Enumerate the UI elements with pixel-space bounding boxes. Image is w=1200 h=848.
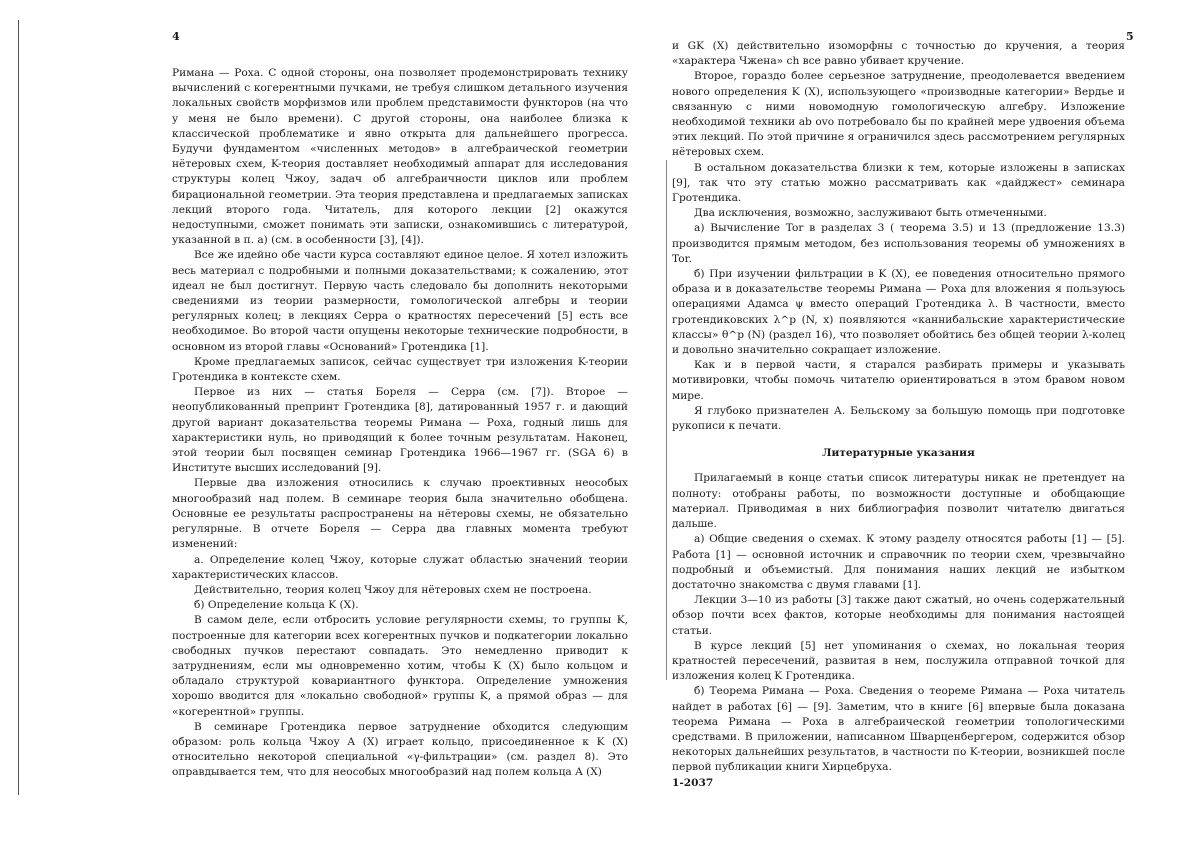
right-margin-rule: [666, 160, 667, 680]
right-page: [660, 0, 1200, 848]
paragraph: Я глубоко признателен А. Бельскому за большую помощь при подготовке рукописи к печати.: [672, 404, 1125, 434]
paragraph: а) Общие сведения о схемах. К этому разделу относятся работы [1] — [5]. Работа [1] — основной источник и справочник по теории схем, чрезвычайно подробный и объемистый. Для понимания наших лекций не избытком достаточно знакомства с двумя главами [1].: [672, 532, 1125, 593]
paragraph: Действительно, теория колец Чжоу для нётеровых схем не построена.: [172, 583, 628, 598]
right-text-column: [672, 39, 1125, 791]
paragraph: а) Вычисление Tor в разделах 3 ( теорема 3.5) и 13 (предложение 13.3) производится прямым методом, без использования теоремы об умножениях в Tor.: [672, 221, 1125, 267]
paragraph: Первое из них — статья Бореля — Серра (см. [7]). Второе — неопубликованный препринт Гротендика [8], датированный 1957 г. и дающий другой вариант доказательства теоремы Римана — Роха, годный лишь для характеристики нуль, но приводящий к более точным результатам. Наконец, этой теории был посвящен семинар Гротендика 1966—1967 гг. (SGA 6) в Институте высших исследований [9].: [172, 385, 628, 476]
paragraph: В семинаре Гротендика первое затруднение обходится следующим образом: роль кольца Чжоу A (X) играет кольцо, присоединенное к K (X) относительно некоторой специальной «γ-фильтрации» (см. раздел 8). Это оправдывается тем, что для неособых многообразий над полем кольца A (X): [172, 720, 628, 781]
paragraph: Как и в первой части, я старался разбирать примеры и указывать мотивировки, чтобы помочь читателю ориентироваться в этом бравом новом мире.: [672, 358, 1125, 404]
paragraph: В остальном доказательства близки к тем, которые изложены в записках [9], так что эту статью можно рассматривать как «дайджест» семинара Гротендика.: [672, 161, 1125, 207]
left-page: [0, 0, 660, 848]
paragraph: Первые два изложения относились к случаю проективных неособых многообразий над полем. В семинаре теория была значительно обобщена. Основные ее результаты распространены на нётеровы схемы, не обязательно регулярные. В отчете Бореля — Серра два главных момента требуют изменений:: [172, 476, 628, 552]
paragraph: Лекции 3—10 из работы [3] также дают сжатый, но очень содержательный обзор почти всех фактов, которые необходимы для понимания настоящей статьи.: [672, 593, 1125, 639]
right-page-number: 5: [1126, 30, 1134, 43]
paragraph: В курсе лекций [5] нет упоминания о схемах, но локальная теория кратностей пересечений, развитая в нем, послужила отправной точкой для изложения колец K Гротендика.: [672, 639, 1125, 685]
paragraph: б) Определение кольца K (X).: [172, 598, 628, 613]
left-text-column: [172, 66, 628, 781]
paragraph: В самом деле, если отбросить условие регулярности схемы, то группы K, построенные для категории всех когерентных пучков и подкатегории локально свободных пучков перестают совпадать. Это немедленно приводит к затруднениям, если мы одновременно хотим, чтобы K (X) было кольцом и обладало структурой ковариантного функтора. Определение умножения хорошо вводится для «локально свободной» группы K, а прямой образ — для «когерентной» группы.: [172, 613, 628, 719]
signature-mark: 1-2037: [672, 776, 1125, 791]
paragraph: б) При изучении фильтрации в K (X), ее поведения относительно прямого образа и в доказательстве теоремы Римана — Роха для вложения я пользуюсь операциями Адамса ψ вместо операций Гротендика λ. В частности, вместо гротендиковских λ^p (N, x) появляются «каннибальские характеристические классы» θ^p (N) (раздел 16), что позволяет обойтись без общей теории λ-колец и довольно значительно сокращает изложение.: [672, 267, 1125, 358]
section-heading: Литературные указания: [672, 446, 1125, 461]
paragraph: и GK (X) действительно изоморфны с точностью до кручения, а теория «характера Чжена» ch все равно убивает кручение.: [672, 39, 1125, 69]
paragraph: Два исключения, возможно, заслуживают быть отмеченными.: [672, 206, 1125, 221]
paragraph: Кроме предлагаемых записок, сейчас существует три изложения K-теории Гротендика в контексте схем.: [172, 355, 628, 385]
paragraph: а. Определение колец Чжоу, которые служат областью значений теории характеристических классов.: [172, 553, 628, 583]
left-margin-rule: [18, 20, 19, 795]
left-page-number: 4: [172, 30, 180, 43]
paragraph: Второе, гораздо более серьезное затруднение, преодолевается введением нового определения K (X), использующего «производные категории» Вердье и связанную с ними новомодную гомологическую алгебру. Изложение необходимой техники ab ovo потребовало бы по крайней мере удвоения объема этих лекций. По этой причине я ограничился здесь рассмотрением регулярных нётеровых схем.: [672, 69, 1125, 160]
paragraph: Римана — Роха. С одной стороны, она позволяет продемонстрировать технику вычислений с когерентными пучками, не требуя слишком детального изучения локальных свойств морфизмов или проблем представимости функторов (на что у меня не было времени). С другой стороны, она наиболее близка к классической проблематике и явно открыта для дальнейшего прогресса. Будучи фундаментом «численных методов» в алгебраической геометрии нётеровых схем, K-теория доставляет необходимый аппарат для исследования структуры колец Чжоу, задач об алгебраичности циклов или проблем бирациональной геометрии. Эта теория представлена и предлагаемых записках лекций второго года. Читатель, для которого лекции [2] окажутся недоступными, сможет понимать эти записки, ознакомившись с литературой, указанной в п. а) (см. в особенности [3], [4]).: [172, 66, 628, 248]
paragraph: Все же идейно обе части курса составляют единое целое. Я хотел изложить весь материал с подробными и полными доказательствами; к сожалению, этот идеал не был достигнут. Первую часть следовало бы дополнить некоторыми сведениями из теории размерности, гомологической алгебры и теории регулярных колец; в лекциях Серра о кратностях пересечений [5] есть все необходимое. Во второй части опущены некоторые технические подробности, в основном из второй главы «Оснований» Гротендика [1].: [172, 248, 628, 354]
paragraph: Прилагаемый в конце статьи список литературы никак не претендует на полноту: отобраны работы, по возможности доступные и обобщающие материал. Приводимая в них библиография позволит читателю двигаться дальше.: [672, 471, 1125, 532]
paragraph: б) Теорема Римана — Роха. Сведения о теореме Римана — Роха читатель найдет в работах [6] — [9]. Заметим, что в книге [6] впервые была доказана теорема Римана — Роха в алгебраической геометрии топологическими средствами. В приложении, написанном Шварценбергером, содержится обзор некоторых дальнейших результатов, в частности по K-теории, возникшей после первой публикации книги Хирцебруха.: [672, 684, 1125, 775]
